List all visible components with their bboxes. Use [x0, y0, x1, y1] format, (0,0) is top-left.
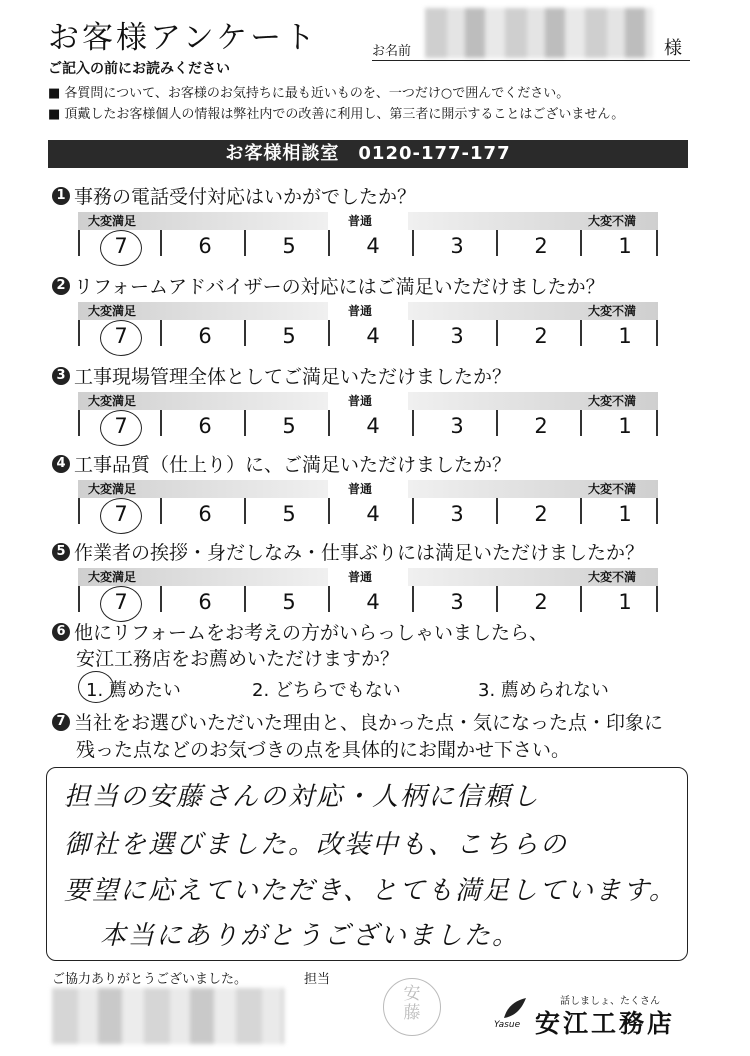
- staff-stamp: [383, 978, 441, 1036]
- question-4: [52, 450, 511, 477]
- handwritten-line-3: 要望に応えていただき、とても満足しています。: [64, 876, 677, 906]
- rating-option-5[interactable]: 5: [282, 414, 296, 438]
- rating-option-5[interactable]: 5: [282, 324, 296, 348]
- scale-label-mid: 普通: [348, 482, 373, 496]
- scale-label-high: 大変満足: [88, 214, 137, 228]
- rating-option-4[interactable]: 4: [366, 324, 380, 348]
- question-text: 工事現場管理全体としてご満足いただけましたか？: [74, 366, 512, 388]
- rating-option-5[interactable]: 5: [282, 590, 296, 614]
- rating-option-1[interactable]: 1: [618, 324, 632, 348]
- company-logo: 安江工務店: [535, 1009, 676, 1038]
- handwritten-line-4: 本当にありがとうございました。: [100, 921, 521, 951]
- scale-tick: [244, 586, 246, 612]
- rating-option-2[interactable]: 2: [534, 502, 548, 526]
- scale-label-high: 大変満足: [88, 570, 137, 584]
- scale-label-low: 大変不満: [588, 570, 637, 584]
- question-number: 6: [52, 623, 70, 641]
- honorific: 様: [664, 38, 682, 59]
- rating-option-1[interactable]: 1: [618, 414, 632, 438]
- rating-option-3[interactable]: 3: [450, 502, 464, 526]
- rating-scale: [78, 480, 658, 540]
- scale-label-low: 大変不満: [588, 482, 637, 496]
- scale-tick: [580, 498, 582, 524]
- rating-option-6[interactable]: 6: [198, 590, 212, 614]
- handwritten-line-1: 担当の安藤さんの対応・人柄に信頼し: [64, 782, 541, 812]
- scale-tick: [496, 410, 498, 436]
- note-1: ■ 各質問について、お客様のお気持ちに最も近いものを、一つだけ○で囲んでください。: [48, 86, 570, 101]
- rating-option-6[interactable]: 6: [198, 234, 212, 258]
- scale-tick: [496, 230, 498, 256]
- customer-name-redacted: [425, 8, 653, 58]
- rating-option-4[interactable]: 4: [366, 590, 380, 614]
- question-2: [52, 272, 605, 299]
- question-text: 安江工務店をお薦めいただけますか？: [76, 648, 400, 670]
- q6-option-1[interactable]: 1. 薦めたい: [86, 680, 181, 701]
- selected-answer-circle: [100, 230, 142, 266]
- rating-scale: [78, 392, 658, 452]
- scale-tick: [412, 410, 414, 436]
- rating-option-4[interactable]: 4: [366, 414, 380, 438]
- rating-option-2[interactable]: 2: [534, 234, 548, 258]
- scale-tick: [244, 230, 246, 256]
- hotline-bar: お客様相談室 0120-177-177: [48, 140, 688, 168]
- scale-tick: [412, 586, 414, 612]
- scale-tick: [160, 410, 162, 436]
- scale-label-high: 大変満足: [88, 394, 137, 408]
- scale-label-low: 大変不満: [588, 394, 637, 408]
- rating-option-2[interactable]: 2: [534, 590, 548, 614]
- scale-tick: [412, 230, 414, 256]
- scale-label-mid: 普通: [348, 214, 373, 228]
- question-number: 3: [52, 367, 70, 385]
- pre-read-heading: ご記入の前にお読みください: [48, 61, 230, 77]
- rating-scale: [78, 212, 658, 272]
- selected-answer-circle: [100, 586, 142, 622]
- scale-tick: [244, 498, 246, 524]
- question-number: 1: [52, 187, 70, 205]
- scale-tick: [78, 230, 80, 256]
- rating-option-7[interactable]: 7: [114, 590, 128, 614]
- scale-tick: [656, 320, 658, 346]
- rating-option-6[interactable]: 6: [198, 324, 212, 348]
- scale-tick: [328, 586, 330, 612]
- rating-option-1[interactable]: 1: [618, 234, 632, 258]
- scale-label-high: 大変満足: [88, 304, 137, 318]
- question-5: [52, 538, 644, 565]
- scale-tick: [656, 586, 658, 612]
- scale-tick: [160, 320, 162, 346]
- address-redacted: [52, 988, 284, 1044]
- question-1: [52, 182, 416, 209]
- rating-option-3[interactable]: 3: [450, 414, 464, 438]
- scale-tick: [412, 498, 414, 524]
- question-text: 他にリフォームをお考えの方がいらっしゃいましたら、: [74, 622, 549, 644]
- question-text: 当社をお選びいただいた理由と、良かった点・気になった点・印象に: [74, 712, 664, 734]
- stamp-char: 藤: [403, 1003, 421, 1023]
- rating-option-3[interactable]: 3: [450, 324, 464, 348]
- scale-tick: [244, 320, 246, 346]
- rating-option-4[interactable]: 4: [366, 234, 380, 258]
- rating-option-3[interactable]: 3: [450, 590, 464, 614]
- rating-option-5[interactable]: 5: [282, 502, 296, 526]
- question-text: 作業者の挨拶・身だしなみ・仕事ぶりには満足いただけましたか？: [74, 542, 645, 564]
- scale-tick: [328, 320, 330, 346]
- handwritten-line-2: 御社を選びました。改装中も、こちらの: [64, 830, 569, 860]
- scale-tick: [78, 586, 80, 612]
- scale-tick: [580, 230, 582, 256]
- question-text: 事務の電話受付対応はいかがでしたか？: [74, 186, 417, 208]
- rating-option-6[interactable]: 6: [198, 414, 212, 438]
- rating-option-2[interactable]: 2: [534, 324, 548, 348]
- stamp-char: 安: [403, 984, 421, 1004]
- logo-script: Yasue: [494, 1020, 521, 1030]
- question-6-line2: [76, 644, 399, 671]
- survey-title: お客様アンケート: [48, 20, 319, 56]
- scale-tick: [580, 410, 582, 436]
- scale-label-mid: 普通: [348, 570, 373, 584]
- scale-tick: [160, 498, 162, 524]
- question-3: [52, 362, 511, 389]
- scale-tick: [496, 586, 498, 612]
- scale-tick: [656, 410, 658, 436]
- rating-option-2[interactable]: 2: [534, 414, 548, 438]
- question-number: 2: [52, 277, 70, 295]
- scale-tick: [78, 410, 80, 436]
- question-text: 残った点などのお気づきの点を具体的にお聞かせ下さい。: [76, 739, 571, 761]
- scale-tick: [244, 410, 246, 436]
- question-number: 4: [52, 455, 70, 473]
- staff-label: 担当: [304, 972, 331, 987]
- rating-option-7[interactable]: 7: [114, 502, 128, 526]
- rating-option-1[interactable]: 1: [618, 590, 632, 614]
- rating-option-6[interactable]: 6: [198, 502, 212, 526]
- question-7-line2: [76, 735, 570, 762]
- question-number: 5: [52, 543, 70, 561]
- scale-label-mid: 普通: [348, 394, 373, 408]
- scale-tick: [328, 410, 330, 436]
- scale-tick: [412, 320, 414, 346]
- scale-tick: [656, 498, 658, 524]
- scale-label-high: 大変満足: [88, 482, 137, 496]
- scale-tick: [160, 230, 162, 256]
- question-text: リフォームアドバイザーの対応にはご満足いただけましたか？: [74, 276, 605, 298]
- question-text: 工事品質（仕上り）に、ご満足いただけましたか？: [74, 454, 512, 476]
- rating-option-1[interactable]: 1: [618, 502, 632, 526]
- name-label: お名前: [372, 44, 412, 59]
- rating-option-3[interactable]: 3: [450, 234, 464, 258]
- rating-option-5[interactable]: 5: [282, 234, 296, 258]
- rating-scale: [78, 302, 658, 362]
- question-7: [52, 708, 663, 735]
- question-number: 7: [52, 713, 70, 731]
- scale-label-low: 大変不満: [588, 304, 637, 318]
- scale-tick: [78, 498, 80, 524]
- rating-option-7[interactable]: 7: [114, 324, 128, 348]
- scale-tick: [496, 498, 498, 524]
- scale-tick: [496, 320, 498, 346]
- selected-answer-circle: [100, 410, 142, 446]
- rating-option-7[interactable]: 7: [114, 414, 128, 438]
- logo-tagline: 話しましょ、たくさん: [560, 996, 660, 1007]
- scale-label-low: 大変不満: [588, 214, 637, 228]
- scale-tick: [78, 320, 80, 346]
- logo-leaf-icon: [500, 996, 528, 1022]
- name-underline: [372, 60, 690, 61]
- rating-option-4[interactable]: 4: [366, 502, 380, 526]
- thanks-text: ご協力ありがとうございました。: [52, 972, 248, 987]
- scale-tick: [328, 230, 330, 256]
- note-2: ■ 頂戴したお客様個人の情報は弊社内での改善に利用し、第三者に開示することはございません。: [48, 107, 625, 122]
- q6-option-2[interactable]: 2. どちらでもない: [252, 680, 401, 701]
- scale-tick: [580, 320, 582, 346]
- selected-answer-circle: [100, 498, 142, 534]
- selected-answer-circle: [100, 320, 142, 356]
- scale-tick: [580, 586, 582, 612]
- scale-tick: [328, 498, 330, 524]
- scale-label-mid: 普通: [348, 304, 373, 318]
- rating-option-7[interactable]: 7: [114, 234, 128, 258]
- scale-tick: [160, 586, 162, 612]
- question-6: [52, 618, 548, 645]
- q6-option-3[interactable]: 3. 薦められない: [478, 680, 609, 701]
- q6-selected-circle: [78, 671, 114, 703]
- scale-tick: [656, 230, 658, 256]
